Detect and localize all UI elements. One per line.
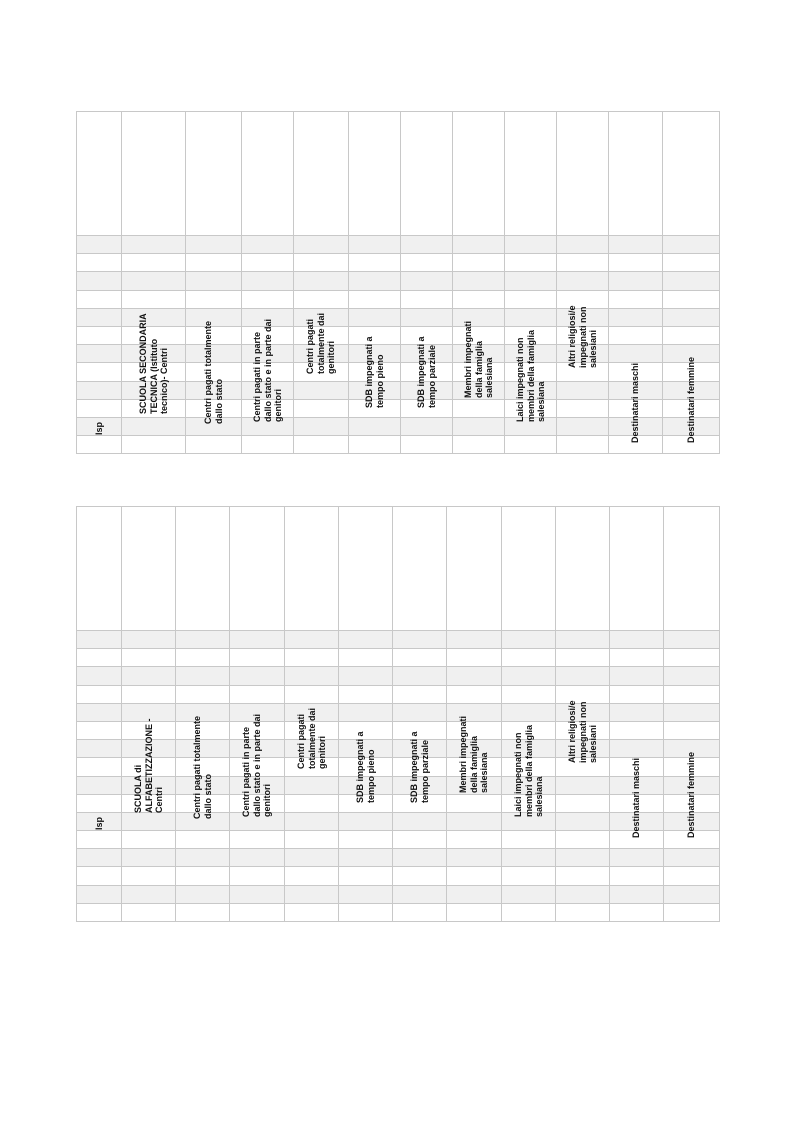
col-header-sdb-pieno (339, 507, 393, 803)
table-cell[interactable] (230, 903, 285, 921)
col-header-label: Destinatari maschi (631, 757, 641, 838)
col-header-label: Altri religiosi/e impegnati non salesiani (566, 699, 598, 763)
table-row (77, 903, 720, 921)
table-row (77, 885, 720, 903)
table-row (77, 812, 720, 830)
col-header-label: Isp (93, 816, 104, 830)
col-header-maschi (610, 507, 664, 838)
col-header-label: SDB impegnati a tempo parziale (416, 336, 437, 408)
table-cell[interactable] (556, 776, 610, 794)
table-cell[interactable] (447, 649, 502, 667)
table-cell[interactable] (285, 831, 339, 849)
table-row (77, 685, 720, 703)
table-cell[interactable] (77, 703, 122, 721)
table-cell[interactable] (122, 831, 176, 849)
col-header-label: Centri pagati totalmente dallo stato (203, 320, 224, 424)
col-header-altri-religiosi (556, 507, 610, 763)
table-cell[interactable] (556, 831, 610, 849)
col-header-label: Centri pagati totalmente dallo stato (192, 715, 213, 819)
table-cell[interactable] (393, 649, 447, 667)
col-header-sdb-pieno (349, 112, 401, 408)
table-cell[interactable] (176, 631, 230, 649)
table-cell[interactable] (401, 236, 453, 254)
table-row (77, 649, 720, 667)
header-row (77, 507, 720, 631)
table-cell[interactable] (349, 290, 401, 308)
table-cell[interactable] (664, 631, 720, 649)
table-cell[interactable] (285, 776, 339, 794)
table-cell[interactable] (610, 685, 664, 703)
table-cell[interactable] (339, 849, 393, 867)
table-cell[interactable] (664, 867, 720, 885)
table-cell[interactable] (447, 903, 502, 921)
table-cell[interactable] (502, 867, 556, 885)
table-cell[interactable] (393, 885, 447, 903)
table-cell[interactable] (556, 649, 610, 667)
col-header-label: Laici impegnati non membri della famiglia salesiana (514, 329, 546, 422)
table-cell[interactable] (77, 631, 122, 649)
table-cell[interactable] (294, 436, 349, 454)
table-cell[interactable] (122, 631, 176, 649)
table-cell[interactable] (339, 867, 393, 885)
table-cell[interactable] (610, 631, 664, 649)
table-cell[interactable] (176, 667, 230, 685)
col-header-parte-stato-genitori (242, 112, 294, 422)
table-row (77, 794, 720, 812)
col-header-label: Destinatari femmine (686, 751, 696, 838)
table-cell[interactable] (230, 867, 285, 885)
table-cell[interactable] (393, 831, 447, 849)
table-cell[interactable] (122, 417, 186, 435)
table-cell[interactable] (176, 849, 230, 867)
col-header-laici (502, 507, 556, 817)
table-cell[interactable] (502, 903, 556, 921)
table-cell[interactable] (557, 436, 609, 454)
table-cell[interactable] (664, 649, 720, 667)
table-cell[interactable] (349, 236, 401, 254)
col-header-label: Isp (93, 421, 104, 435)
table-cell[interactable] (77, 903, 122, 921)
table-cell[interactable] (77, 885, 122, 903)
table-cell[interactable] (349, 417, 401, 435)
table-cell[interactable] (502, 885, 556, 903)
table-cell[interactable] (609, 272, 663, 290)
col-header-femmine (664, 507, 720, 838)
table-alfabetizzazione (76, 506, 720, 922)
table-cell[interactable] (401, 417, 453, 435)
table-cell[interactable] (664, 667, 720, 685)
table-cell[interactable] (453, 436, 505, 454)
table-cell[interactable] (609, 254, 663, 272)
table-cell[interactable] (230, 885, 285, 903)
table-row (77, 399, 720, 417)
table-cell[interactable] (557, 417, 609, 435)
table-cell[interactable] (285, 794, 339, 812)
table-row (77, 290, 720, 308)
table-cell[interactable] (505, 436, 557, 454)
col-header-parte-stato-genitori (230, 507, 285, 817)
table-cell[interactable] (77, 308, 122, 326)
table-cell[interactable] (186, 436, 242, 454)
table-cell[interactable] (453, 417, 505, 435)
table-cell[interactable] (242, 236, 294, 254)
table-cell[interactable] (230, 649, 285, 667)
table-cell[interactable] (77, 831, 122, 849)
table-cell[interactable] (230, 631, 285, 649)
col-header-label: SDB impegnati a tempo pieno (355, 731, 376, 803)
table-cell[interactable] (610, 885, 664, 903)
col-header-label: Altri religiosi/e impegnati non salesiani (566, 304, 598, 368)
col-header-label: Destinatari maschi (630, 362, 640, 443)
table-cell[interactable] (186, 272, 242, 290)
table-cell[interactable] (339, 667, 393, 685)
col-header-label: SDB impegnati a tempo pieno (364, 336, 385, 408)
table-row (77, 758, 720, 776)
table-cell[interactable] (609, 236, 663, 254)
table-cell[interactable] (505, 236, 557, 254)
table-cell[interactable] (393, 812, 447, 830)
table-row (77, 776, 720, 794)
table-row (77, 867, 720, 885)
table-cell[interactable] (610, 849, 664, 867)
table-cell[interactable] (609, 308, 663, 326)
table-cell[interactable] (663, 272, 720, 290)
table-cell[interactable] (453, 399, 505, 417)
table-cell[interactable] (349, 272, 401, 290)
col-header-stato (186, 112, 242, 424)
table-cell[interactable] (339, 885, 393, 903)
table-cell[interactable] (453, 272, 505, 290)
col-header-label: Destinatari femmine (685, 356, 696, 443)
table-cell[interactable] (294, 417, 349, 435)
table-cell[interactable] (122, 849, 176, 867)
table-cell[interactable] (393, 667, 447, 685)
table-cell[interactable] (502, 685, 556, 703)
table-cell[interactable] (77, 849, 122, 867)
col-header-maschi (609, 112, 663, 443)
table-cell[interactable] (447, 667, 502, 685)
col-header-genitori (294, 112, 349, 374)
col-header-label: Centri pagati in parte dallo stato e in parte dai genitori (241, 713, 272, 817)
table-cell[interactable] (505, 254, 557, 272)
table-cell[interactable] (122, 903, 176, 921)
col-header-scuola-alfabetizzazione (122, 507, 176, 813)
table-cell[interactable] (294, 236, 349, 254)
table-cell[interactable] (122, 272, 186, 290)
table-row (77, 667, 720, 685)
table-cell[interactable] (339, 631, 393, 649)
table-cell[interactable] (609, 290, 663, 308)
table-row (77, 721, 720, 739)
table-cell[interactable] (349, 254, 401, 272)
table-cell[interactable] (556, 812, 610, 830)
table-cell[interactable] (502, 667, 556, 685)
table-cell[interactable] (186, 290, 242, 308)
table-cell[interactable] (294, 381, 349, 399)
table-row (77, 849, 720, 867)
table-cell[interactable] (556, 631, 610, 649)
col-header-label: SCUOLA SECONDARIA TECNICA (Istituto tecnico)- Centri (137, 313, 169, 414)
table-cell[interactable] (122, 649, 176, 667)
table-cell[interactable] (557, 254, 609, 272)
table-body (77, 236, 720, 454)
table-cell[interactable] (77, 867, 122, 885)
table-cell[interactable] (453, 236, 505, 254)
table-cell[interactable] (176, 831, 230, 849)
table-cell[interactable] (610, 867, 664, 885)
col-header-label: Centri pagati in parte dallo stato e in parte dai genitori (251, 318, 283, 422)
table-cell[interactable] (610, 667, 664, 685)
table-cell[interactable] (176, 885, 230, 903)
table-cell[interactable] (230, 831, 285, 849)
table-cell[interactable] (176, 649, 230, 667)
col-header-famiglia-salesiana (453, 112, 505, 398)
table-cell[interactable] (77, 254, 122, 272)
table-cell[interactable] (447, 831, 502, 849)
table-row (77, 345, 720, 363)
table-cell[interactable] (401, 272, 453, 290)
table-cell[interactable] (294, 399, 349, 417)
table-cell[interactable] (242, 254, 294, 272)
table-cell[interactable] (557, 236, 609, 254)
table-body (77, 631, 720, 922)
table-cell[interactable] (664, 903, 720, 921)
table-secondaria-tecnica (76, 111, 720, 454)
table-cell[interactable] (663, 308, 720, 326)
table-cell[interactable] (447, 631, 502, 649)
table-cell[interactable] (502, 631, 556, 649)
table-cell[interactable] (502, 849, 556, 867)
table-row (77, 326, 720, 344)
table-cell[interactable] (186, 236, 242, 254)
table-cell[interactable] (556, 794, 610, 812)
col-header-label: Laici impegnati non membri della famiglia salesiana (512, 724, 544, 817)
table-cell[interactable] (393, 903, 447, 921)
col-header-label: SDB impegnati a tempo parziale (409, 731, 430, 803)
table-cell[interactable] (447, 885, 502, 903)
table-cell[interactable] (502, 831, 556, 849)
table-cell[interactable] (176, 685, 230, 703)
table-cell[interactable] (393, 631, 447, 649)
col-header-isp (77, 112, 122, 435)
table-cell[interactable] (339, 649, 393, 667)
table-row (77, 740, 720, 758)
col-header-famiglia-salesiana (447, 507, 502, 793)
col-header-laici (505, 112, 557, 422)
table-cell[interactable] (447, 867, 502, 885)
table-cell[interactable] (242, 272, 294, 290)
col-header-altri-religiosi (557, 112, 609, 368)
table-cell[interactable] (285, 885, 339, 903)
table-cell[interactable] (447, 812, 502, 830)
table-cell[interactable] (447, 794, 502, 812)
table-row (77, 272, 720, 290)
col-header-genitori (285, 507, 339, 769)
table-cell[interactable] (77, 272, 122, 290)
table-cell[interactable] (122, 885, 176, 903)
table-cell[interactable] (77, 685, 122, 703)
table-cell[interactable] (285, 903, 339, 921)
col-header-label: Centri pagati totalmente dai genitori (295, 707, 327, 769)
table-cell[interactable] (557, 381, 609, 399)
table-cell[interactable] (230, 849, 285, 867)
table-cell[interactable] (122, 685, 176, 703)
table-cell[interactable] (285, 649, 339, 667)
table-cell[interactable] (77, 649, 122, 667)
col-header-isp (77, 507, 122, 830)
table-cell[interactable] (664, 685, 720, 703)
table-cell[interactable] (122, 436, 186, 454)
table-cell[interactable] (285, 812, 339, 830)
table-cell[interactable] (294, 254, 349, 272)
table-cell[interactable] (505, 290, 557, 308)
table-cell[interactable] (122, 812, 176, 830)
table-row (77, 254, 720, 272)
col-header-label: SCUOLA di ALFABETIZZAZIONE - Centri (132, 718, 164, 813)
col-header-femmine (663, 112, 720, 443)
table-cell[interactable] (556, 903, 610, 921)
table-cell[interactable] (663, 236, 720, 254)
table-cell[interactable] (610, 703, 664, 721)
col-header-label: Membri impegnati della famiglia salesiana (458, 715, 489, 793)
table-cell[interactable] (663, 290, 720, 308)
table-cell[interactable] (285, 631, 339, 649)
table-cell[interactable] (242, 436, 294, 454)
table-cell[interactable] (77, 436, 122, 454)
table-cell[interactable] (664, 849, 720, 867)
table-cell[interactable] (664, 703, 720, 721)
col-header-scuola-secondaria (122, 112, 186, 414)
table-cell[interactable] (176, 903, 230, 921)
table-cell[interactable] (557, 399, 609, 417)
table-row (77, 436, 720, 454)
table-cell[interactable] (230, 685, 285, 703)
table-cell[interactable] (339, 685, 393, 703)
table-cell[interactable] (401, 290, 453, 308)
table-cell[interactable] (663, 254, 720, 272)
table-row (77, 703, 720, 721)
table-cell[interactable] (339, 831, 393, 849)
table-cell[interactable] (122, 254, 186, 272)
table-cell[interactable] (393, 849, 447, 867)
table-row (77, 381, 720, 399)
table-cell[interactable] (393, 685, 447, 703)
table-cell[interactable] (339, 903, 393, 921)
header-row (77, 112, 720, 236)
col-header-label: Membri impegnati della famiglia salesiana (462, 320, 494, 398)
table-cell[interactable] (349, 436, 401, 454)
table-cell[interactable] (77, 667, 122, 685)
table-row (77, 631, 720, 649)
table-cell[interactable] (339, 812, 393, 830)
table-cell[interactable] (502, 649, 556, 667)
table-cell[interactable] (230, 667, 285, 685)
table-cell[interactable] (176, 867, 230, 885)
table-cell[interactable] (401, 254, 453, 272)
table-cell[interactable] (186, 254, 242, 272)
table-cell[interactable] (505, 272, 557, 290)
table-cell[interactable] (122, 667, 176, 685)
table-cell[interactable] (610, 903, 664, 921)
col-header-sdb-parziale (393, 507, 447, 803)
table-cell[interactable] (453, 254, 505, 272)
table-cell[interactable] (77, 236, 122, 254)
col-header-sdb-parziale (401, 112, 453, 408)
table-cell[interactable] (242, 290, 294, 308)
table-row (77, 363, 720, 381)
table-cell[interactable] (401, 436, 453, 454)
table-cell[interactable] (556, 849, 610, 867)
table-cell[interactable] (122, 867, 176, 885)
table-row (77, 236, 720, 254)
table-cell[interactable] (447, 849, 502, 867)
table-cell[interactable] (610, 649, 664, 667)
table-row (77, 831, 720, 849)
table-cell[interactable] (77, 290, 122, 308)
table-cell[interactable] (664, 885, 720, 903)
table-row (77, 308, 720, 326)
table-cell[interactable] (393, 867, 447, 885)
table-cell[interactable] (285, 867, 339, 885)
table-cell[interactable] (285, 849, 339, 867)
table-cell[interactable] (556, 867, 610, 885)
table-cell[interactable] (556, 885, 610, 903)
col-header-stato (176, 507, 230, 819)
col-header-label: Centri pagati totalmente dai genitori (305, 312, 336, 374)
table-row (77, 417, 720, 435)
table-cell[interactable] (122, 236, 186, 254)
